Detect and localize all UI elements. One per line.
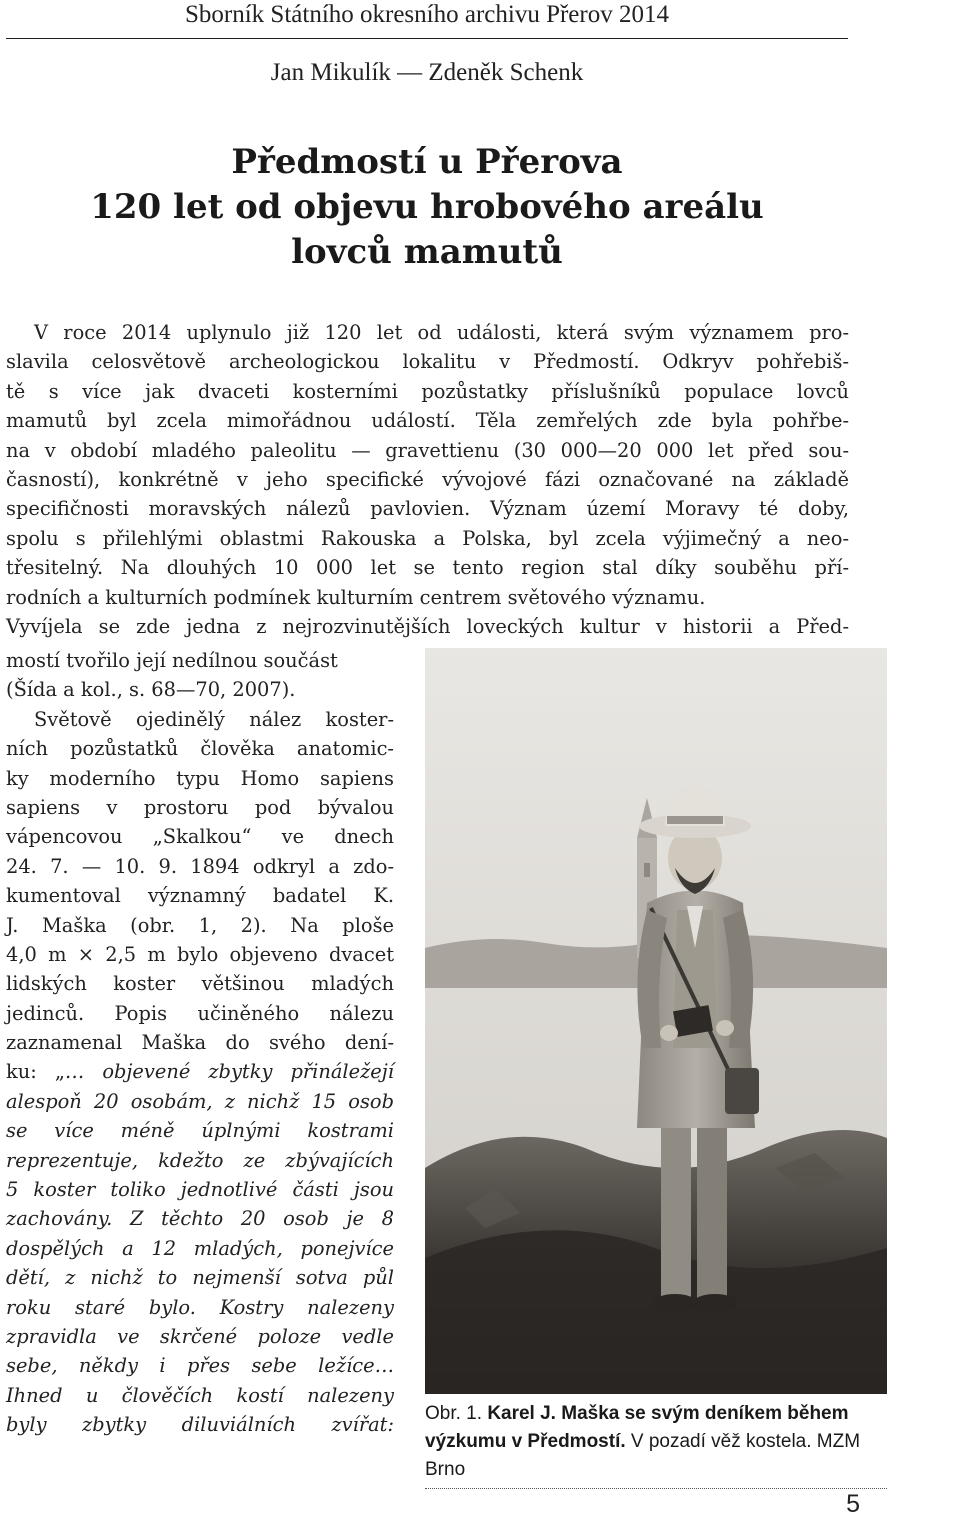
quote-text: zachovány. Z těchto 20 osob je 8 bbox=[6, 1207, 394, 1231]
text-line: (Šída a kol., s. 68—70, 2007). bbox=[6, 678, 296, 702]
figure-caption bbox=[425, 1400, 887, 1489]
text-line bbox=[6, 1381, 394, 1410]
text-line: slavila celosvětově archeologickou lokalitu v Předmostí. Odkryv pohřebiš- bbox=[6, 350, 849, 374]
text-line: mostí tvořilo její nedílnou součást bbox=[6, 649, 338, 672]
quote-text: zpravidla ve skrčené poloze vedle bbox=[6, 1324, 394, 1348]
quote-open: ku: „ bbox=[6, 1060, 65, 1084]
text-line bbox=[6, 1116, 394, 1145]
caption-title: Karel J. Maška se svým deníkem během výzkumu v Předmostí. bbox=[425, 1403, 849, 1452]
text-line: třesitelný. Na dlouhých 10 000 let se tento region stal díky souběhu pří- bbox=[6, 556, 849, 580]
text-line bbox=[6, 1146, 394, 1175]
text-line bbox=[6, 1204, 394, 1233]
text-line bbox=[6, 1322, 394, 1351]
photo-illustration bbox=[425, 648, 887, 1394]
text-line: časností), konkrétně v jeho specifické vývojové fázi označované na základě bbox=[6, 467, 849, 491]
text-line: tě s více jak dvaceti kosterními pozůstatky příslušníků populace lovců bbox=[6, 379, 849, 403]
text-line: sapiens v prostoru pod bývalou bbox=[6, 795, 394, 819]
text-line bbox=[6, 1175, 394, 1204]
text-line: J. Maška (obr. 1, 2). Na ploše bbox=[6, 913, 394, 937]
text-line: na v období mladého paleolitu — gravettienu (30 000—20 000 let před sou- bbox=[6, 438, 849, 462]
text-line: 24. 7. — 10. 9. 1894 odkryl a zdo- bbox=[6, 854, 394, 878]
historical-photograph bbox=[425, 648, 887, 1394]
quote-text: Ihned u člověčích kostí nalezeny bbox=[6, 1383, 394, 1407]
quote-text: reprezentuje, kdežto ze zbývajících bbox=[6, 1148, 394, 1172]
text-line: Vyvíjela se zde jedna z nejrozvinutějších loveckých kultur v historii a Před- bbox=[6, 614, 849, 638]
text-line bbox=[6, 1234, 394, 1263]
quote-text: dětí, z nichž to nejmenší sotva půl bbox=[6, 1266, 394, 1290]
text-line: Světově ojedinělý nález koster- bbox=[34, 707, 394, 731]
text-line: vápencovou „Skalkou“ ve dnech bbox=[6, 825, 394, 849]
intro-paragraph bbox=[6, 318, 849, 641]
authors: Jan Mikulík — Zdeněk Schenk bbox=[270, 59, 584, 86]
text-line: kumentoval významný badatel K. bbox=[6, 884, 394, 908]
text-line bbox=[6, 1057, 394, 1086]
text-line bbox=[6, 1293, 394, 1322]
article-title bbox=[6, 140, 848, 275]
title-line: lovců mamutů bbox=[291, 232, 563, 272]
text-line: spolu s přilehlými oblastmi Rakouska a Polska, byl zcela výjimečný a neo- bbox=[6, 526, 849, 550]
quote-text: roku staré bylo. Kostry nalezeny bbox=[6, 1295, 394, 1319]
title-line: Předmostí u Přerova bbox=[231, 142, 623, 182]
text-line: V roce 2014 uplynulo již 120 let od události, která svým významem pro- bbox=[34, 321, 849, 344]
text-line: mamutů byl zcela mimořádnou událostí. Těla zemřelých zde byla pohřbe- bbox=[6, 409, 849, 433]
quote-text: sebe, někdy i přes sebe ležíce… bbox=[6, 1354, 394, 1378]
caption-credit: V pozadí věž kostela. MZM Brno bbox=[425, 1431, 861, 1480]
text-line: ky moderního typu Homo sapiens bbox=[6, 766, 394, 790]
title-line: 120 let od objevu hrobového areálu bbox=[90, 187, 764, 227]
quote-text: … objevené zbytky přináležejí bbox=[64, 1060, 394, 1084]
page-number: 5 bbox=[846, 1490, 860, 1518]
quote-text: se více méně úplnými kostrami bbox=[6, 1119, 394, 1143]
text-line: ních pozůstatků člověka anatomic- bbox=[6, 737, 394, 761]
quote-text: alespoň 20 osobám, z nichž 15 osob bbox=[6, 1089, 394, 1113]
quote-text: 5 koster toliko jednotlivé části jsou bbox=[6, 1178, 394, 1202]
left-column-text bbox=[6, 646, 394, 1440]
text-line bbox=[6, 1351, 394, 1380]
quote-text: dospělých a 12 mladých, ponejvíce bbox=[6, 1236, 394, 1260]
text-line: lidských koster většinou mladých bbox=[6, 972, 394, 996]
text-line: 4,0 m × 2,5 m bylo objeveno dvacet bbox=[6, 942, 394, 966]
text-line: rodních a kulturních podmínek kulturním centrem světového významu. bbox=[6, 585, 706, 609]
text-line: specifičnosti moravských nálezů pavlovien. Význam území Moravy té doby, bbox=[6, 497, 849, 521]
quote-text: byly zbytky diluviálních zvířat: bbox=[6, 1413, 394, 1437]
text-line bbox=[6, 1410, 394, 1439]
caption-label: Obr. 1. bbox=[425, 1403, 483, 1424]
running-head: Sborník Státního okresního archivu Přerov 2014 bbox=[6, 0, 848, 39]
text-line: zaznamenal Maška do svého dení- bbox=[6, 1031, 394, 1055]
text-line: jedinců. Popis učiněného nálezu bbox=[6, 1001, 394, 1025]
text-line bbox=[6, 1263, 394, 1292]
text-line bbox=[6, 1087, 394, 1116]
